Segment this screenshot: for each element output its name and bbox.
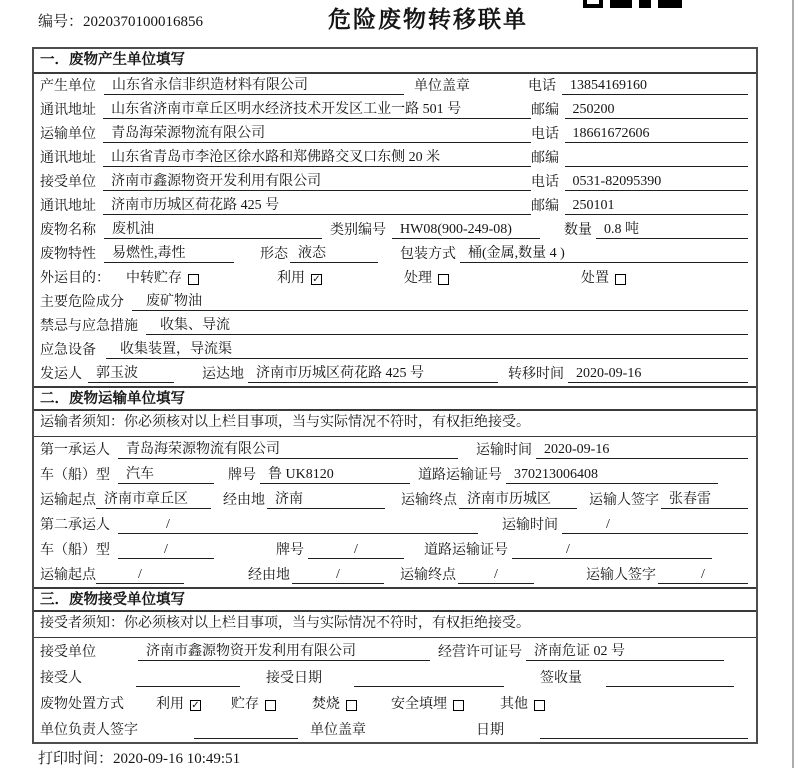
checkbox-treat <box>438 274 449 285</box>
endpoint-label: 运输终点 <box>400 568 456 583</box>
field-label: 车（船）型 <box>40 543 110 558</box>
zip-value: 250200 <box>565 101 748 119</box>
section1-heading: 一．废物产生单位填写 <box>34 49 756 74</box>
row-purpose <box>34 266 756 290</box>
zip-label: 邮编 <box>531 151 560 166</box>
zip-label: 邮编 <box>531 199 560 214</box>
carrier1-value: 青岛海荣源物流有限公司 <box>118 441 458 459</box>
checkbox-utilize: ✓ <box>312 274 321 285</box>
signature-label: 运输人签字 <box>589 493 659 508</box>
field-label: 通讯地址 <box>40 199 96 214</box>
endpoint-label: 运输终点 <box>401 493 457 508</box>
via-value: / <box>292 566 384 584</box>
disposal-label: 废物处置方式 <box>40 697 124 712</box>
field-label: 废物名称 <box>40 223 96 238</box>
road-cert-label: 道路运输证号 <box>418 468 502 483</box>
property-value: 易燃性,毒性 <box>104 245 234 263</box>
field-label: 通讯地址 <box>40 151 96 166</box>
producer-value: 山东省永信非织造材料有限公司 <box>104 77 404 95</box>
phone-label: 电话 <box>528 79 556 94</box>
print-time-value: 2020-09-16 10:49:51 <box>113 751 241 767</box>
plate-value: 鲁 UK8120 <box>260 466 410 484</box>
accept-date-value <box>354 670 504 687</box>
dispatcher-value: 郭玉波 <box>88 365 174 383</box>
field-label: 接受人 <box>40 671 82 686</box>
purpose-label: 外运目的： <box>40 271 110 286</box>
via-label: 经由地 <box>248 568 290 583</box>
row-waste-name <box>34 218 756 242</box>
serial-value: 2020370100016856 <box>83 14 204 30</box>
phone-value: 13854169160 <box>562 77 748 95</box>
transporter-notice: 运输者须知：你必须核对以上栏目事项，当与实际情况不符时，有权拒绝接受。 <box>34 411 756 437</box>
row-producer-address <box>34 98 756 122</box>
via-label: 经由地 <box>223 493 265 508</box>
section3-heading: 三．废物接受单位填写 <box>34 587 756 612</box>
row-route1 <box>34 487 756 512</box>
row-acceptor <box>34 664 756 690</box>
received-qty-label: 签收量 <box>540 671 582 686</box>
phone-label: 电话 <box>531 175 560 190</box>
row-vehicle1 <box>34 462 756 487</box>
clipped-stamp-icon <box>583 0 682 8</box>
field-label: 主要危险成分 <box>40 295 124 310</box>
packaging-value: 桶(金属,数量 4 ) <box>460 245 748 263</box>
transporter-value: 青岛海荣源物流有限公司 <box>103 125 531 143</box>
checkbox-dispose <box>615 274 626 285</box>
address-value: 济南市历城区荷花路 425 号 <box>103 197 531 215</box>
serial-label: 编号： <box>38 14 84 30</box>
date-label: 日期 <box>476 723 504 738</box>
via-value: 济南 <box>267 491 385 509</box>
destination-value: 济南市历城区荷花路 425 号 <box>248 365 498 383</box>
taboo-value: 收集、导流 <box>146 317 748 335</box>
seal-label: 单位盖章 <box>414 79 470 94</box>
option-label: 利用 <box>156 697 184 712</box>
received-qty-value <box>606 670 734 687</box>
transport-time-value: / <box>562 516 748 534</box>
address-value: 山东省济南市章丘区明水经济技术开发区工业一路 501 号 <box>103 101 531 119</box>
endpoint-value: / <box>458 566 534 584</box>
row-emergency-equipment <box>34 338 756 362</box>
row-receiver <box>34 170 756 194</box>
option-label: 安全填埋 <box>391 697 447 712</box>
option-label: 焚烧 <box>312 697 340 712</box>
origin-value: 济南市章丘区 <box>96 491 211 509</box>
manifest-form <box>32 47 758 744</box>
field-label: 运输起点 <box>40 493 96 508</box>
row-disposal-method <box>34 690 756 716</box>
checkbox-landfill <box>453 700 464 711</box>
zip-value: 250101 <box>565 197 748 215</box>
origin-value: / <box>96 566 184 584</box>
responsible-signature-value <box>194 722 298 739</box>
row-receiver-address <box>34 194 756 218</box>
road-cert-label: 道路运输证号 <box>424 543 508 558</box>
field-label: 产生单位 <box>40 79 96 94</box>
seal-label: 单位盖章 <box>310 723 366 738</box>
row-responsible-signature <box>34 716 756 742</box>
phone-value: 0531-82095390 <box>565 173 748 191</box>
signature-value: 张春雷 <box>661 491 748 509</box>
option-label: 中转贮存 <box>126 271 182 286</box>
serial-number <box>38 10 203 31</box>
license-value: 济南危证 02 号 <box>526 643 724 661</box>
field-label: 单位负责人签字 <box>40 723 138 738</box>
accept-date-label: 接受日期 <box>266 671 322 686</box>
license-label: 经营许可证号 <box>438 645 522 660</box>
phone-label: 电话 <box>531 127 560 142</box>
destination-label: 运达地 <box>202 367 244 382</box>
checkbox-other <box>534 700 545 711</box>
transfer-time-value: 2020-09-16 <box>568 365 748 383</box>
field-label: 接受单位 <box>40 645 96 660</box>
quantity-value: 0.8 吨 <box>596 221 748 239</box>
checkbox-utilize: ✓ <box>191 700 200 711</box>
plate-label: 牌号 <box>276 543 304 558</box>
road-cert-value: / <box>512 541 712 559</box>
endpoint-value: 济南市历城区 <box>459 491 577 509</box>
option-label: 贮存 <box>231 697 259 712</box>
date-value <box>540 722 748 739</box>
field-label: 废物特性 <box>40 247 96 262</box>
field-label: 运输起点 <box>40 568 96 583</box>
checkbox-transfer-storage <box>188 274 199 285</box>
plate-value: / <box>308 541 404 559</box>
option-label: 处置 <box>581 271 609 286</box>
option-label: 其他 <box>500 697 528 712</box>
checkbox-store <box>265 700 276 711</box>
page-edge-line <box>792 0 794 768</box>
carrier2-value: / <box>118 516 478 534</box>
field-label: 运输单位 <box>40 127 96 142</box>
receive-unit-value: 济南市鑫源物资开发利用有限公司 <box>138 643 430 661</box>
row-hazard-component <box>34 290 756 314</box>
row-transporter <box>34 122 756 146</box>
print-time-label: 打印时间： <box>38 751 114 767</box>
transport-time-value: 2020-09-16 <box>536 441 748 459</box>
address-value: 山东省青岛市李沧区徐水路和郑佛路交叉口东侧 20 米 <box>103 149 531 167</box>
field-label: 应急设备 <box>40 343 96 358</box>
category-label: 类别编号 <box>330 223 386 238</box>
signature-label: 运输人签字 <box>586 568 656 583</box>
transport-time-label: 运输时间 <box>502 518 558 533</box>
field-label: 车（船）型 <box>40 468 110 483</box>
packaging-label: 包装方式 <box>400 247 456 262</box>
transport-time-label: 运输时间 <box>476 443 532 458</box>
field-label: 第一承运人 <box>40 443 110 458</box>
row-vehicle2 <box>34 537 756 562</box>
row-producer <box>34 74 756 98</box>
checkbox-incinerate <box>346 700 357 711</box>
phone-value: 18661672606 <box>565 125 748 143</box>
hazard-value: 废矿物油 <box>132 293 748 311</box>
zip-value <box>565 150 748 167</box>
zip-label: 邮编 <box>531 103 560 118</box>
category-value: HW08(900-249-08) <box>392 221 540 239</box>
form-label: 形态 <box>260 247 288 262</box>
row-dispatch <box>34 362 756 386</box>
road-cert-value: 370213006408 <box>506 466 718 484</box>
row-transporter-address <box>34 146 756 170</box>
field-label: 通讯地址 <box>40 103 96 118</box>
option-label: 处理 <box>404 271 432 286</box>
vehicle-type-value: 汽车 <box>118 466 214 484</box>
acceptor-value <box>136 670 240 687</box>
row-route2 <box>34 562 756 587</box>
row-waste-property <box>34 242 756 266</box>
quantity-label: 数量 <box>564 223 592 238</box>
field-label: 发运人 <box>40 367 82 382</box>
row-carrier2 <box>34 512 756 537</box>
field-label: 第二承运人 <box>40 518 110 533</box>
plate-label: 牌号 <box>228 468 256 483</box>
section2-heading: 二．废物运输单位填写 <box>34 386 756 411</box>
field-label: 禁忌与应急措施 <box>40 319 138 334</box>
option-label: 利用 <box>277 271 305 286</box>
receiver-value: 济南市鑫源物资开发利用有限公司 <box>103 173 531 191</box>
print-time <box>38 747 240 768</box>
waste-name-value: 废机油 <box>104 221 322 239</box>
equipment-value: 收集装置，导流渠 <box>106 341 748 359</box>
row-receive-unit <box>34 638 756 664</box>
receiver-notice: 接受者须知：你必须核对以上栏目事项，当与实际情况不符时，有权拒绝接受。 <box>34 612 756 638</box>
form-value: 液态 <box>290 245 378 263</box>
field-label: 接受单位 <box>40 175 96 190</box>
page-title: 危险废物转移联单 <box>328 6 528 32</box>
signature-value: / <box>658 566 748 584</box>
row-taboo-measures <box>34 314 756 338</box>
row-carrier1 <box>34 437 756 462</box>
transfer-time-label: 转移时间 <box>508 367 564 382</box>
vehicle-type-value: / <box>118 541 214 559</box>
